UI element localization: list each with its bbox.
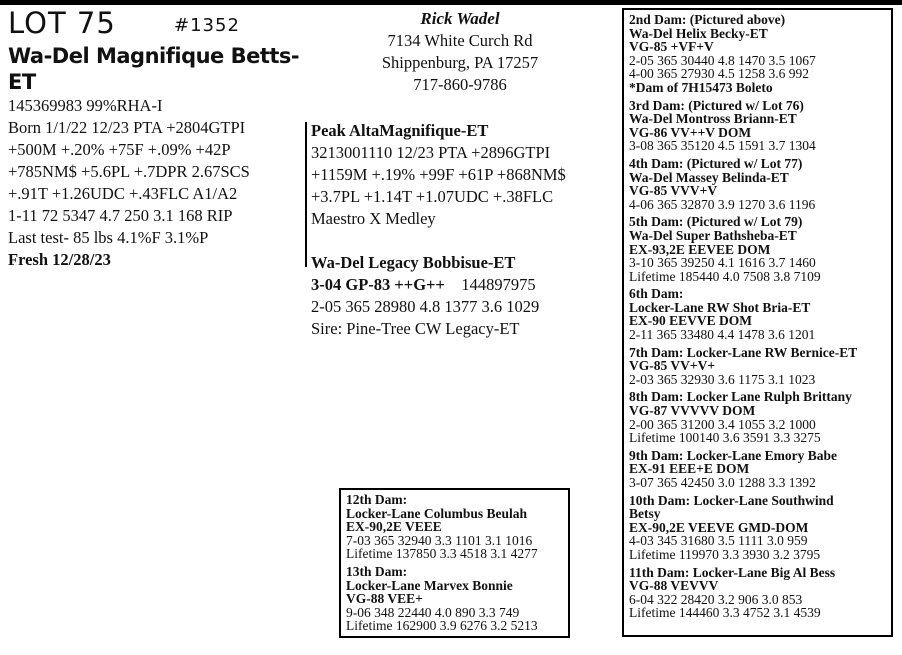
consignor-name: Rick Wadel	[420, 9, 500, 28]
cow-line: +.91T +1.26UDC +.43FLC A1/A2	[8, 184, 238, 203]
ancestor-dam-record: 2-00 365 31200 3.4 1055 3.2 1000	[629, 416, 816, 432]
ancestor-dam-heading: VG-86 VV++V DOM	[629, 124, 752, 140]
ancestor-dam-heading: Locker-Lane Marvex Bonnie	[346, 577, 513, 593]
sire-line: 3213001110 12/23 PTA +2896GTPI	[311, 143, 551, 162]
cow-info	[8, 6, 308, 271]
dam-sire: Sire: Pine-Tree CW Legacy-ET	[311, 319, 520, 338]
ancestor-dam-heading: EX-90,2E VEEVE GMD-DOM	[629, 519, 809, 535]
cow-line: 1-11 72 5347 4.7 250 3.1 168 RIP	[8, 206, 233, 225]
lot-title: LOT 75	[8, 6, 116, 40]
ancestor-dam-heading: 12th Dam:	[346, 492, 408, 507]
ancestor-dam-record: 7-03 365 32940 3.3 1101 3.1 1016	[346, 532, 533, 548]
ancestor-dam-heading: Locker-Lane RW Shot Bria-ET	[629, 299, 811, 315]
dam-record: 2-05 365 28980 4.8 1377 3.6 1029	[311, 297, 540, 316]
consignor-city: Shippenburg, PA 17257	[381, 53, 539, 72]
ancestor-dam-heading: 6th Dam:	[629, 286, 684, 302]
ancestor-dam-record: Lifetime 119970 3.3 3930 3.2 3795	[629, 546, 821, 562]
ancestor-dam-record: 4-00 365 27930 4.5 1258 3.6 992	[629, 66, 809, 82]
ancestor-dam-record: 2-03 365 32930 3.6 1175 3.1 1023	[629, 371, 816, 387]
ancestor-dam-heading: 2nd Dam: (Pictured above)	[629, 12, 786, 27]
consignor-phone: 717-860-9786	[413, 75, 507, 94]
cow-line: Last test- 85 lbs 4.1%F 3.1%P	[8, 228, 209, 247]
lot-header	[8, 6, 308, 42]
ancestor-dam-heading: EX-90,2E VEEE	[346, 519, 442, 535]
ancestor-dam-entry	[629, 157, 891, 211]
ancestor-dam-heading: VG-88 VEVVV	[629, 578, 719, 594]
consignor-street: 7134 White Curch Rd	[387, 31, 533, 50]
ancestor-dam-heading: VG-88 VEE+	[346, 591, 423, 607]
dam-score: 3-04 GP-83 ++G++	[311, 275, 445, 294]
dam-score-row	[311, 274, 611, 296]
ancestor-dam-heading: 11th Dam: Locker-Lane Big Al Bess	[629, 564, 836, 580]
cow-line: 145369983 99%RHA-I	[8, 96, 163, 115]
pedigree-box-right	[622, 8, 893, 637]
ancestor-dam-record: Lifetime 185440 4.0 7508 3.8 7109	[629, 268, 821, 284]
sire-line: +1159M +.19% +99F +61P +868NM$	[311, 165, 566, 184]
fresh-date: Fresh 12/28/23	[8, 250, 111, 269]
pedigree-bracket	[305, 122, 307, 267]
ancestor-dam-record: 3-07 365 42450 3.0 1288 3.3 1392	[629, 475, 816, 490]
cow-line: +500M +.20% +75F +.09% +42P	[8, 140, 231, 159]
sire-dam-block	[311, 120, 611, 340]
ancestor-dam-entry	[629, 390, 891, 444]
ancestor-dam-heading: Wa-Del Montross Briann-ET	[629, 111, 797, 127]
ancestor-dam-heading: Wa-Del Super Bathsheba-ET	[629, 227, 797, 243]
ancestor-dam-heading: 9th Dam: Locker-Lane Emory Babe	[629, 447, 837, 463]
ancestor-dam-heading: Wa-Del Helix Becky-ET	[629, 25, 768, 41]
ancestor-dam-entry	[629, 13, 891, 95]
cow-line: +785NM$ +5.6PL +.7DPR 2.67SCS	[8, 162, 250, 181]
ancestor-dam-heading: VG-85 +VF+V	[629, 39, 714, 55]
ancestor-dam-record: Lifetime 144460 3.3 4752 3.1 4539	[629, 605, 821, 621]
cow-line: Born 1/1/22 12/23 PTA +2804GTPI	[8, 118, 246, 137]
ancestor-dam-record: 4-03 345 31680 3.5 1111 3.0 959	[629, 533, 808, 549]
ancestor-dam-heading: 7th Dam: Locker-Lane RW Bernice-ET	[629, 344, 858, 360]
cow-name: Wa-Del Magnifique Betts-ET	[8, 44, 300, 94]
ancestor-dam-heading: VG-87 VVVVV DOM	[629, 403, 756, 419]
ancestor-dam-heading: 5th Dam: (Pictured w/ Lot 79)	[629, 214, 803, 230]
ancestor-dam-record: Lifetime 137850 3.3 4518 3.1 4277	[346, 546, 538, 562]
ancestor-dam-heading: 3rd Dam: (Pictured w/ Lot 76)	[629, 97, 804, 113]
ancestor-dam-entry	[629, 215, 891, 283]
sire-line: +3.7PL +1.14T +1.07UDC +.38FLC	[311, 187, 554, 206]
ancestor-dam-heading: 8th Dam: Locker Lane Rulph Brittany	[629, 389, 852, 405]
spacer	[311, 230, 611, 252]
ancestor-dam-heading: EX-93,2E EEVEE DOM	[629, 241, 771, 257]
sire-name: Peak AltaMagnifique-ET	[311, 121, 489, 140]
ancestor-dam-heading: 13th Dam:	[346, 563, 408, 579]
consignor-block	[340, 8, 580, 96]
ancestor-dam-entry	[629, 566, 891, 620]
ancestor-dam-heading: EX-90 EEVVE DOM	[629, 313, 753, 329]
ancestor-dam-record: 9-06 348 22440 4.0 890 3.3 749	[346, 604, 520, 620]
ancestor-dam-entry	[629, 99, 891, 153]
dam-name: Wa-Del Legacy Bobbisue-ET	[311, 253, 516, 272]
sire-line: Maestro X Medley	[311, 209, 436, 228]
ancestor-dam-entry	[346, 493, 568, 561]
ancestor-dam-heading: 10th Dam: Locker-Lane Southwind	[629, 492, 834, 508]
ancestor-dam-record: Lifetime 100140 3.6 3591 3.3 3275	[629, 430, 821, 446]
ancestor-dam-record: 4-06 365 32870 3.9 1270 3.6 1196	[629, 196, 816, 212]
ancestor-dam-entry	[629, 449, 891, 490]
top-rule	[0, 0, 902, 5]
ancestor-dam-entry	[629, 494, 891, 562]
ancestor-dam-heading: Wa-Del Massey Belinda-ET	[629, 169, 789, 185]
dam-registration: 144897975	[461, 275, 536, 294]
ancestor-dam-record: 2-05 365 30440 4.8 1470 3.5 1067	[629, 52, 816, 68]
ancestor-dam-record: Lifetime 162900 3.9 6276 3.2 5213	[346, 618, 538, 634]
ancestor-dam-record: 3-10 365 39250 4.1 1616 3.7 1460	[629, 255, 816, 271]
pedigree-box-bottom	[339, 488, 570, 638]
ancestor-dam-heading: Locker-Lane Columbus Beulah	[346, 505, 528, 521]
ancestor-dam-heading: VG-85 VV+V+	[629, 358, 716, 374]
ancestor-dam-heading: Betsy	[629, 506, 661, 522]
ancestor-dam-record: 2-11 365 33480 4.4 1478 3.6 1201	[629, 327, 816, 343]
ancestor-dam-record: 3-08 365 35120 4.5 1591 3.7 1304	[629, 138, 816, 154]
ancestor-dam-heading: 4th Dam: (Pictured w/ Lot 77)	[629, 155, 803, 171]
lot-number: #1352	[174, 15, 240, 36]
ancestor-dam-note: *Dam of 7H15473 Boleto	[629, 79, 773, 95]
ancestor-dam-entry	[629, 346, 891, 387]
ancestor-dam-entry	[346, 565, 568, 633]
ancestor-dam-entry	[629, 287, 891, 341]
ancestor-dam-record: 6-04 322 28420 3.2 906 3.0 853	[629, 591, 803, 607]
ancestor-dam-heading: VG-85 VVV+V	[629, 183, 718, 199]
ancestor-dam-heading: EX-91 EEE+E DOM	[629, 461, 750, 477]
